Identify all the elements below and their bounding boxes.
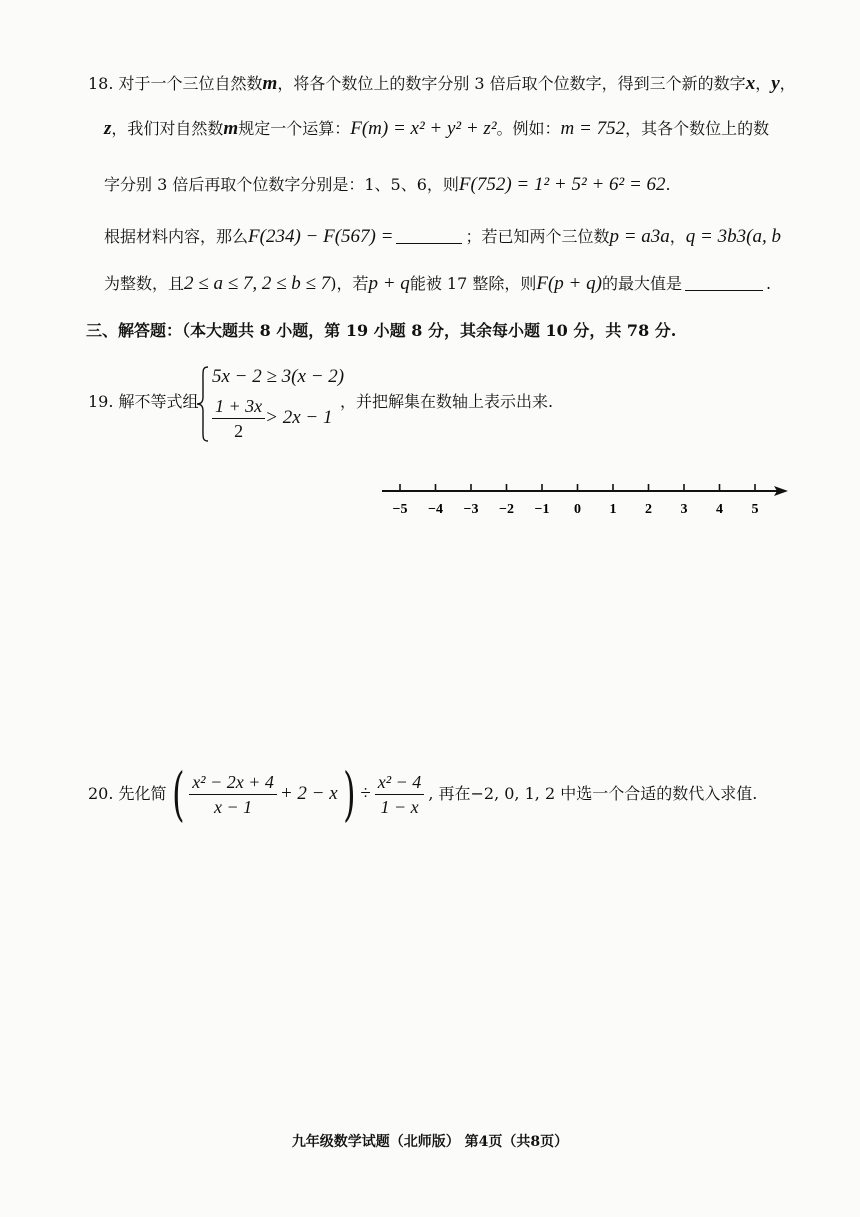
q18-comma: ， (755, 74, 772, 93)
q18-example-m: m = 752 (560, 118, 626, 139)
q18-text: ，我们对自然数 (111, 119, 224, 138)
q18-text: ，其各个数位上的数 (625, 119, 770, 138)
number-line-tick-label: −2 (499, 502, 514, 517)
q19-label: 19. 解不等式组 (88, 392, 199, 411)
number-line-tick-label: −3 (463, 502, 479, 517)
number-line[interactable] (378, 480, 798, 520)
q18-text: 规定一个运算： (238, 119, 351, 138)
q18-var-y: y (771, 73, 780, 94)
q19-inequality-1 (212, 366, 344, 388)
q18-text: )，若 (330, 274, 369, 293)
q20-fraction-1-denominator: x − 1 (213, 796, 253, 817)
answer-blank-2[interactable] (685, 275, 763, 291)
q18-comma: ， (779, 74, 796, 93)
q20-label: 20. 先化简 (88, 784, 167, 803)
number-line-tick-label: 5 (751, 502, 759, 517)
q18-var-m: m (262, 73, 278, 94)
q18-line3 (104, 174, 671, 196)
q20-fraction-2-numerator: x² − 4 (375, 770, 425, 795)
q18-var-z: z (104, 118, 112, 139)
section-heading: 三、解答题：（本大题共 8 小题，第 19 小题 8 分，其余每小题 10 分，共 78 分. (86, 321, 677, 340)
q20-fraction-1-numerator: x² − 2x + 4 (189, 770, 277, 795)
q18-text: 字分别 3 倍后再取个位数字分别是：1、5、6，则 (104, 175, 459, 194)
q18-f-sum: F(p + q) (536, 273, 602, 294)
q19-tail: ，并把解集在数轴上表示出来. (340, 392, 554, 411)
q20-expression (88, 762, 757, 826)
q20-tail: , 再在−2, 0, 1, 2 中选一个合适的数代入求值. (428, 784, 758, 803)
q18-q-def: q = 3b3 (685, 226, 747, 247)
q18-text: 18. 对于一个三位自然数 (88, 74, 263, 93)
q18-text: 的最大值是 (601, 274, 682, 293)
q19-fraction-numerator: 1 + 3x (212, 394, 265, 419)
number-line-tick-label: 3 (680, 502, 688, 517)
q18-text: 能被 17 整除，则 (409, 274, 537, 293)
q18-var-m: m (223, 118, 239, 139)
q19-fraction-denominator: 2 (234, 421, 244, 441)
number-line-tick-label: 4 (716, 502, 723, 517)
q18-example-formula: F(752) = 1² + 5² + 6² = 62 (458, 174, 666, 195)
number-line-tick-label: 1 (609, 502, 617, 517)
q18-line5 (104, 273, 771, 295)
q20-fraction-1 (189, 770, 277, 819)
q19-fraction (212, 394, 265, 443)
number-line-tick-label: −1 (534, 502, 550, 517)
q18-period: . (665, 175, 671, 194)
q18-period: . (765, 274, 772, 293)
q18-question-formula: F(234) − F(567) = (248, 226, 394, 247)
q18-text: ，将各个数位上的数字分别 3 倍后取个位数字，得到三个新的数字 (277, 74, 746, 93)
q18-p-def: p = a3a (609, 226, 670, 247)
q18-var-x: x (745, 73, 756, 94)
q20-left-paren: ( (171, 760, 185, 828)
q18-line1 (88, 73, 796, 95)
number-line-tick-label: −4 (428, 502, 443, 517)
q19-system-brace (196, 365, 210, 443)
q18-line2 (104, 118, 769, 140)
q20-right-paren: ) (342, 760, 356, 828)
q18-comma: ， (669, 227, 686, 246)
q18-line4 (104, 226, 781, 248)
q19-inequality-2-rest: > 2x − 1 (265, 407, 333, 428)
q19-inequality-1-text: 5x − 2 ≥ 3(x − 2) (212, 366, 345, 387)
q18-text: ；若已知两个三位数 (465, 227, 610, 246)
q19-inequality-2 (212, 394, 332, 443)
answer-blank-1[interactable] (396, 228, 462, 244)
q18-text: 根据材料内容，那么 (104, 227, 249, 246)
q18-range: 2 ≤ a ≤ 7, 2 ≤ b ≤ 7 (184, 273, 331, 294)
number-line-tick-label: 2 (645, 502, 652, 517)
number-line-tick-label: 0 (574, 502, 581, 517)
q20-fraction-2 (375, 770, 425, 819)
q20-middle-term: + 2 − x (279, 783, 338, 804)
q18-text: 为整数，且 (104, 274, 185, 293)
q20-fraction-2-denominator: 1 − x (380, 796, 419, 817)
q18-text: 。例如： (496, 119, 561, 138)
q18-sum: p + q (368, 273, 410, 294)
q18-operation-formula: F(m) = x² + y² + z² (350, 118, 497, 139)
q18-ab-note: (a, b (746, 226, 781, 247)
q20-divide: ÷ (360, 783, 371, 804)
page-footer: 九年级数学试题（北师版） 第4页（共8页） (291, 1134, 569, 1150)
number-line-tick-label: −5 (392, 502, 408, 517)
